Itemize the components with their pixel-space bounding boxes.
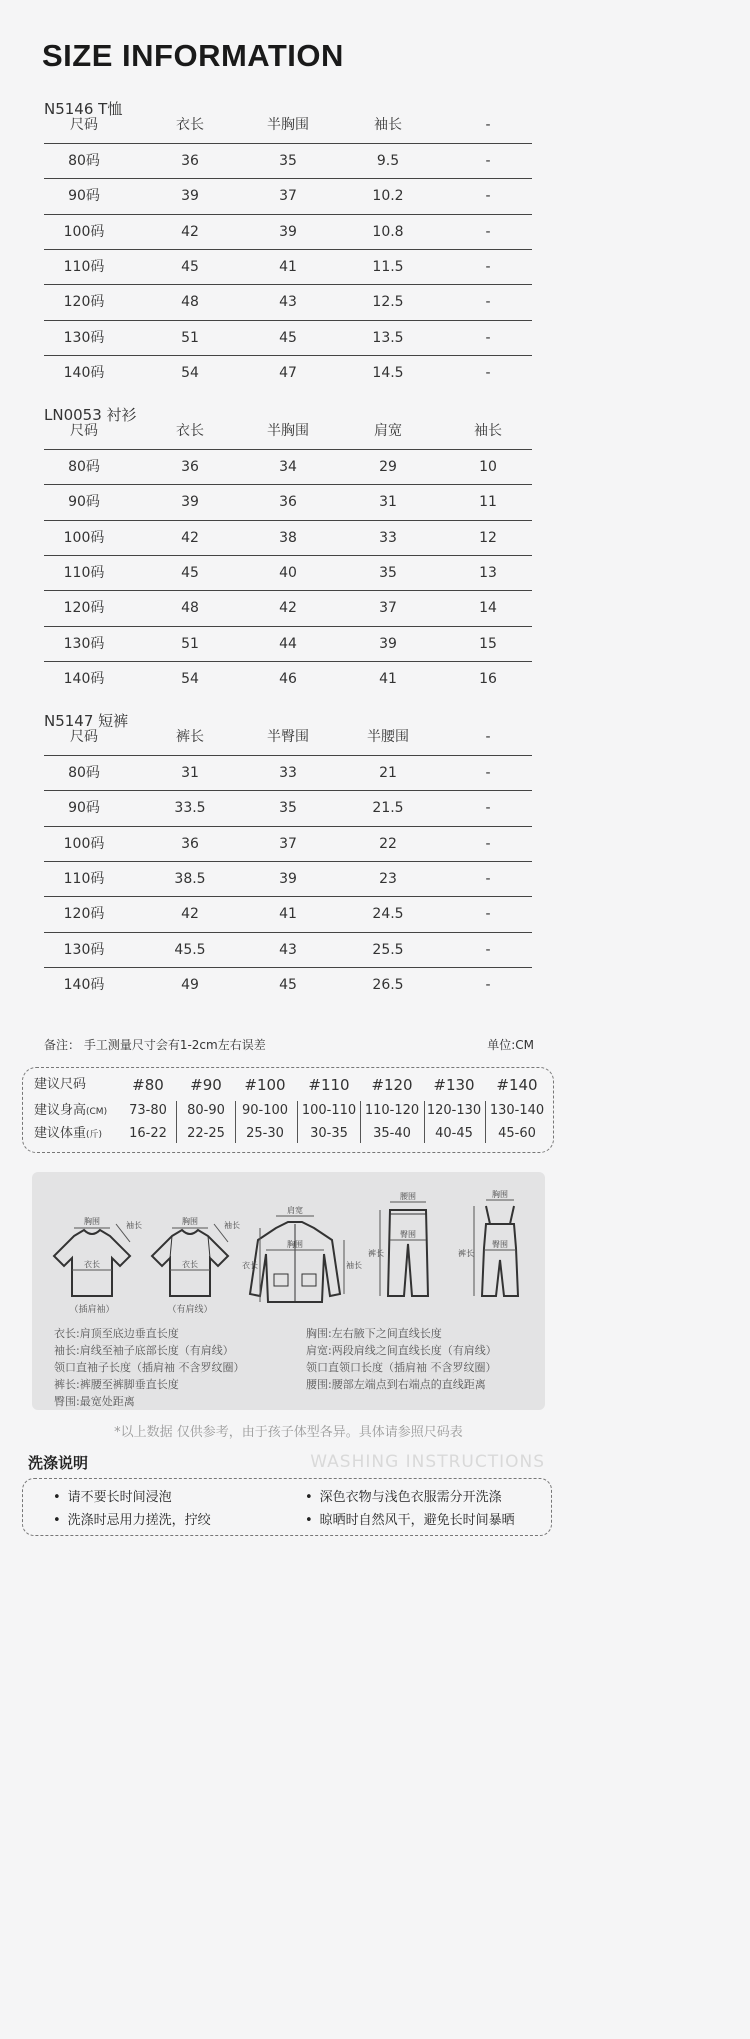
table-cell: 11 <box>479 494 497 511</box>
recommend-size: #90 <box>190 1076 222 1094</box>
table-cell: - <box>485 364 491 381</box>
tee1-caption: （插肩袖） <box>69 1305 115 1315</box>
table-cell: - <box>485 294 491 311</box>
table-cell: 110码 <box>63 870 105 887</box>
table-row <box>44 861 532 897</box>
column-header: 半胸围 <box>267 423 309 439</box>
table-cell: - <box>485 188 491 205</box>
column-header: 半胸围 <box>267 117 309 133</box>
table-cell: 36 <box>181 153 199 169</box>
table-cell: 31 <box>181 765 199 781</box>
table-cell: 33 <box>279 765 297 781</box>
table-cell: 12.5 <box>372 294 404 311</box>
table-row <box>44 284 532 320</box>
table-cell: 42 <box>181 529 199 546</box>
overalls-chest-label: 胸围 <box>492 1190 508 1199</box>
definition-text: 肩宽:两段肩线之间直线长度（有肩线） <box>306 1344 497 1357</box>
page-title: SIZE INFORMATION <box>42 38 344 73</box>
table-cell: 130码 <box>63 329 105 346</box>
table-cell: 39 <box>279 223 297 240</box>
table-row <box>44 661 532 697</box>
raglan-tshirt-diagram <box>44 1184 140 1319</box>
tee2-caption: （有肩线） <box>167 1305 213 1315</box>
table-cell: 29 <box>379 459 397 475</box>
table-cell: 31 <box>379 494 397 511</box>
recommend-weight: 16-22 <box>129 1126 167 1141</box>
table-cell: 110码 <box>63 258 105 275</box>
wash-item: • 晾晒时自然风干，避免长时间暴晒 <box>305 1509 515 1528</box>
overalls-hip-label: 臀围 <box>492 1240 508 1249</box>
table-cell: 54 <box>181 364 199 381</box>
table-cell: - <box>485 835 491 852</box>
table-row <box>44 896 532 932</box>
table-cell: 51 <box>181 329 199 346</box>
table-row <box>44 320 532 356</box>
table-row <box>44 932 532 968</box>
washing-title: 洗涤说明 <box>28 1454 89 1472</box>
jacket-length-label: 衣长 <box>242 1261 258 1270</box>
column-divider <box>176 1101 177 1143</box>
recommend-height-label: 建议身高(CM) <box>34 1103 108 1118</box>
tee1-length-label: 衣长 <box>84 1260 100 1269</box>
table-cell: 36 <box>181 835 199 852</box>
column-header: 尺码 <box>70 117 98 133</box>
table-cell: - <box>485 258 491 275</box>
definition-text: 裤长:裤腰至裤脚垂直长度 <box>54 1378 179 1391</box>
table-cell: - <box>485 329 491 346</box>
table-cell: 33 <box>379 529 397 546</box>
recommend-height: 73-80 <box>129 1103 167 1118</box>
table-cell: 80码 <box>68 765 100 781</box>
product-title: LN0053 衬衫 <box>44 406 137 424</box>
column-divider <box>360 1101 361 1143</box>
recommend-size: #110 <box>308 1076 350 1094</box>
recommend-weight: 22-25 <box>187 1126 225 1141</box>
wash-item: • 深色衣物与浅色衣服需分开洗涤 <box>305 1486 502 1505</box>
definition-text: 袖长:肩线至袖子底部长度（有肩线） <box>54 1344 234 1357</box>
table-cell: 22 <box>379 835 397 852</box>
recommend-height: 90-100 <box>241 1103 289 1118</box>
table-cell: 39 <box>181 188 199 205</box>
table-cell: 37 <box>279 835 297 852</box>
column-divider <box>235 1101 236 1143</box>
washing-instructions-box <box>22 1478 552 1536</box>
table-cell: 33.5 <box>174 800 206 817</box>
recommend-size-label: 建议尺码 <box>34 1077 87 1092</box>
table-cell: - <box>485 906 491 923</box>
table-cell: 140码 <box>63 976 105 993</box>
table-cell: 25.5 <box>372 941 404 958</box>
table-header <box>44 421 532 441</box>
table-cell: 36 <box>181 459 199 475</box>
table-cell: 45 <box>279 329 297 346</box>
table-cell: 80码 <box>68 459 100 475</box>
table-cell: 44 <box>279 635 297 652</box>
measurement-note: 备注： 手工测量尺寸会有1-2cm左右误差 <box>44 1038 266 1052</box>
table-cell: 43 <box>279 294 297 311</box>
table-cell: 11.5 <box>372 258 404 275</box>
jacket-chest-label: 胸围 <box>287 1240 303 1249</box>
measurement-diagram-panel <box>32 1172 545 1410</box>
table-cell: 90码 <box>68 800 100 817</box>
washing-title-en: WASHING INSTRUCTIONS <box>310 1452 545 1472</box>
table-row <box>44 449 532 485</box>
table-header <box>44 115 532 135</box>
recommend-size: #130 <box>433 1076 475 1094</box>
tee2-sleeve-label: 袖长 <box>224 1221 240 1230</box>
table-cell: - <box>485 870 491 887</box>
column-header: 袖长 <box>474 423 502 439</box>
recommend-height: 110-120 <box>364 1103 420 1118</box>
table-cell: 16 <box>479 670 497 687</box>
tee2-length-label: 衣长 <box>182 1260 198 1269</box>
recommend-weight: 40-45 <box>435 1126 473 1141</box>
table-cell: 90码 <box>68 494 100 511</box>
table-cell: 45.5 <box>174 941 206 958</box>
definition-text: 衣长:肩顶至底边垂直长度 <box>54 1327 179 1340</box>
definition-text: 领口直袖子长度（插肩袖 不含罗纹圈） <box>54 1361 245 1374</box>
table-cell: 39 <box>379 635 397 652</box>
table-cell: 24.5 <box>372 906 404 923</box>
table-cell: 12 <box>479 529 497 546</box>
recommend-weight: 30-35 <box>310 1126 348 1141</box>
table-row <box>44 178 532 214</box>
table-row <box>44 626 532 662</box>
disclaimer-footnote: *以上数据 仅供参考，由于孩子体型各异。具体请参照尺码表 <box>114 1425 463 1440</box>
table-row <box>44 790 532 826</box>
table-cell: 47 <box>279 364 297 381</box>
table-cell: 49 <box>181 976 199 993</box>
table-cell: 35 <box>379 564 397 581</box>
table-cell: 42 <box>181 906 199 923</box>
table-cell: 54 <box>181 670 199 687</box>
table-cell: - <box>485 223 491 240</box>
setin-tshirt-diagram <box>142 1184 238 1319</box>
product-title: N5146 T恤 <box>44 100 123 118</box>
table-cell: 130码 <box>63 941 105 958</box>
table-cell: 100码 <box>63 835 105 852</box>
overalls-length-label: 裤长 <box>458 1249 474 1258</box>
table-cell: 130码 <box>63 635 105 652</box>
table-row <box>44 355 532 391</box>
column-header: 裤长 <box>176 729 204 745</box>
table-cell: 100码 <box>63 223 105 240</box>
column-header: 尺码 <box>70 729 98 745</box>
table-cell: 46 <box>279 670 297 687</box>
table-cell: 14.5 <box>372 364 404 381</box>
recommend-size: #140 <box>496 1076 538 1094</box>
table-cell: 120码 <box>63 600 105 617</box>
table-cell: 120码 <box>63 294 105 311</box>
definition-text: 胸围:左右腋下之间直线长度 <box>306 1327 442 1340</box>
table-row <box>44 590 532 626</box>
table-cell: 110码 <box>63 564 105 581</box>
table-cell: 37 <box>379 600 397 617</box>
recommendation-table <box>22 1067 554 1153</box>
table-row <box>44 520 532 556</box>
table-cell: - <box>485 153 491 169</box>
table-cell: 39 <box>181 494 199 511</box>
table-cell: 90码 <box>68 188 100 205</box>
table-cell: 13 <box>479 564 497 581</box>
table-cell: 42 <box>181 223 199 240</box>
table-cell: 43 <box>279 941 297 958</box>
table-cell: 140码 <box>63 364 105 381</box>
column-header: 衣长 <box>176 423 204 439</box>
table-row <box>44 826 532 862</box>
table-cell: 39 <box>279 870 297 887</box>
definition-text: 领口直领口长度（插肩袖 不含罗纹圈） <box>306 1361 497 1374</box>
table-row <box>44 555 532 591</box>
table-cell: - <box>485 800 491 817</box>
unit-label: 单位:CM <box>487 1038 534 1052</box>
column-header: 尺码 <box>70 423 98 439</box>
column-header: 半腰围 <box>367 729 409 745</box>
column-header: - <box>485 729 491 745</box>
table-row <box>44 755 532 791</box>
tee1-sleeve-label: 袖长 <box>126 1221 142 1230</box>
table-cell: 10.2 <box>372 188 404 205</box>
wash-item: • 洗涤时忌用力搓洗，拧绞 <box>53 1509 211 1528</box>
column-divider <box>297 1101 298 1143</box>
overalls-diagram <box>456 1184 540 1319</box>
table-cell: 37 <box>279 188 297 205</box>
table-row <box>44 214 532 250</box>
table-cell: 100码 <box>63 529 105 546</box>
table-row <box>44 484 532 520</box>
recommend-size: #80 <box>132 1076 164 1094</box>
table-cell: 9.5 <box>376 153 400 169</box>
table-cell: 21.5 <box>372 800 404 817</box>
recommend-height: 130-140 <box>489 1103 545 1118</box>
tee2-chest-label: 胸围 <box>182 1217 198 1226</box>
pants-length-label: 裤长 <box>368 1249 384 1258</box>
table-cell: 36 <box>279 494 297 511</box>
table-cell: - <box>485 765 491 781</box>
pants-diagram <box>368 1184 446 1319</box>
table-cell: 41 <box>279 258 297 275</box>
table-cell: 10.8 <box>372 223 404 240</box>
table-cell: 48 <box>181 600 199 617</box>
recommend-weight: 35-40 <box>373 1126 411 1141</box>
jacket-diagram <box>240 1184 362 1319</box>
recommend-height: 80-90 <box>187 1103 225 1118</box>
table-row <box>44 967 532 1003</box>
pants-hip-label: 臀围 <box>400 1230 416 1239</box>
table-cell: - <box>485 941 491 958</box>
recommend-weight: 25-30 <box>246 1126 284 1141</box>
table-header <box>44 727 532 747</box>
column-header: 肩宽 <box>374 423 402 439</box>
definition-text: 臀围:最宽处距离 <box>54 1395 135 1408</box>
table-cell: 48 <box>181 294 199 311</box>
table-cell: 15 <box>479 635 497 652</box>
table-cell: 140码 <box>63 670 105 687</box>
recommend-weight-label: 建议体重(斤) <box>34 1126 103 1141</box>
table-cell: 38.5 <box>174 870 206 887</box>
jacket-shoulder-label: 肩宽 <box>287 1206 303 1215</box>
definition-text: 腰围:腰部左端点到右端点的直线距离 <box>306 1378 486 1391</box>
table-cell: 35 <box>279 153 297 169</box>
wash-item: • 请不要长时间浸泡 <box>53 1486 172 1505</box>
table-cell: 45 <box>181 564 199 581</box>
column-header: 衣长 <box>176 117 204 133</box>
table-cell: 45 <box>279 976 297 993</box>
table-cell: 42 <box>279 600 297 617</box>
table-cell: 10 <box>479 459 497 475</box>
table-cell: 38 <box>279 529 297 546</box>
jacket-sleeve-label: 袖长 <box>346 1261 362 1270</box>
table-cell: 14 <box>479 600 497 617</box>
tee1-chest-label: 胸围 <box>84 1217 100 1226</box>
column-header: 半臀围 <box>267 729 309 745</box>
table-cell: - <box>485 976 491 993</box>
pants-waist-label: 腰围 <box>400 1192 416 1201</box>
column-header: 袖长 <box>374 117 402 133</box>
recommend-size: #120 <box>371 1076 413 1094</box>
table-cell: 41 <box>279 906 297 923</box>
table-cell: 13.5 <box>372 329 404 346</box>
recommend-weight: 45-60 <box>498 1126 536 1141</box>
table-cell: 34 <box>279 459 297 475</box>
table-row <box>44 143 532 179</box>
table-cell: 35 <box>279 800 297 817</box>
recommend-size: #100 <box>244 1076 286 1094</box>
table-cell: 45 <box>181 258 199 275</box>
recommend-height: 120-130 <box>426 1103 482 1118</box>
table-cell: 80码 <box>68 153 100 169</box>
column-divider <box>424 1101 425 1143</box>
table-cell: 21 <box>379 765 397 781</box>
table-cell: 23 <box>379 870 397 887</box>
table-cell: 40 <box>279 564 297 581</box>
table-cell: 51 <box>181 635 199 652</box>
product-title: N5147 短裤 <box>44 712 129 730</box>
table-cell: 120码 <box>63 906 105 923</box>
table-cell: 41 <box>379 670 397 687</box>
table-cell: 26.5 <box>372 976 404 993</box>
column-header: - <box>485 117 491 133</box>
column-divider <box>485 1101 486 1143</box>
table-row <box>44 249 532 285</box>
recommend-height: 100-110 <box>301 1103 357 1118</box>
